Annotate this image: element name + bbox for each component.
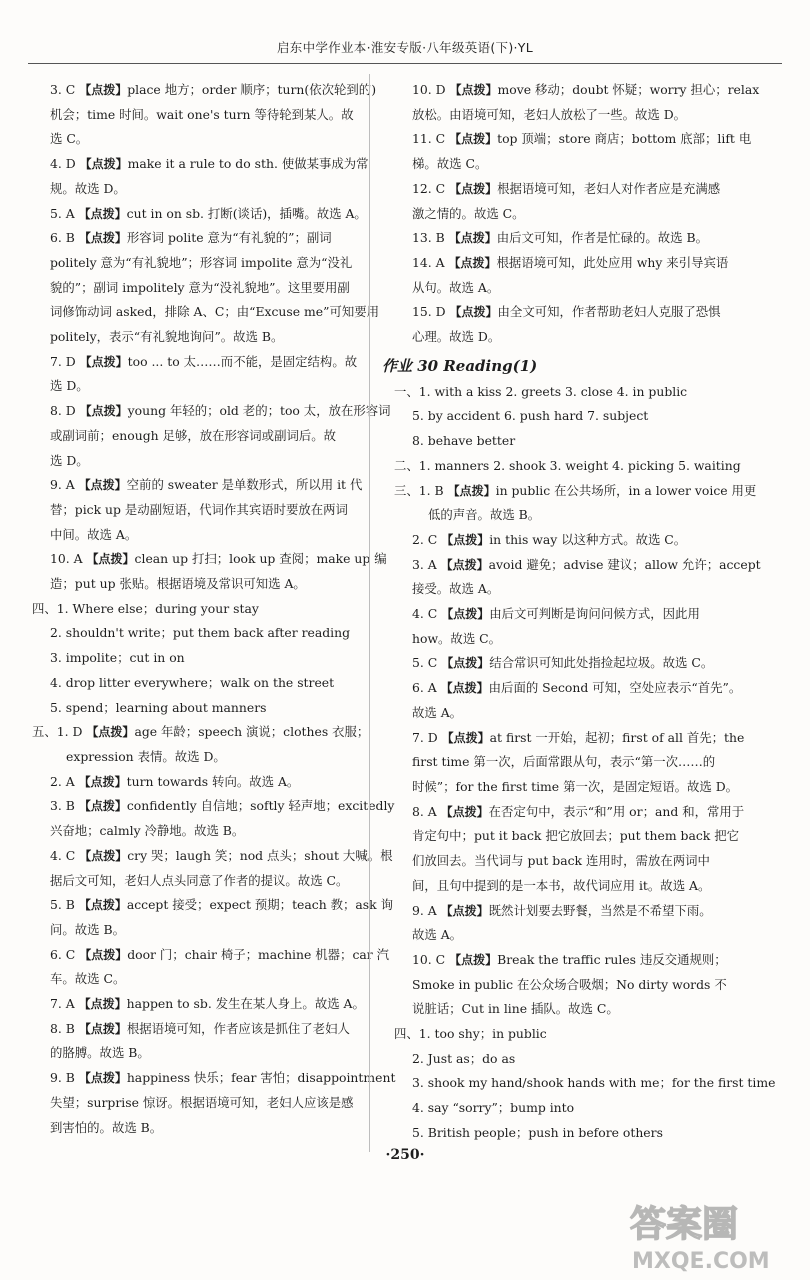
answer-line: 5. by accident 6. push hard 7. subject <box>412 408 649 424</box>
answer-line: 10. D 【点拨】move 移动；doubt 怀疑；worry 担心；relax <box>412 82 760 97</box>
answer-item <box>394 1096 722 1121</box>
answer-line: 11. C 【点拨】top 顶端；store 商店；bottom 底部；lift 电 <box>412 131 752 147</box>
right-column <box>382 78 776 1146</box>
answer-item <box>394 300 722 349</box>
answer-line: expression 表情。故选 D。 <box>66 748 226 764</box>
answer-line: politely，表示“有礼貌地询问”。故选 B。 <box>50 329 284 345</box>
answer-line: 或副词前；enough 足够，放在形容词或副词后。故 <box>50 427 337 443</box>
answer-item <box>32 473 363 547</box>
hint-tag: 【点拨】 <box>448 255 497 270</box>
answer-item <box>394 1047 722 1072</box>
answer-item <box>394 251 729 300</box>
hint-tag: 【点拨】 <box>79 848 128 863</box>
answer-item <box>32 78 377 152</box>
answer-line: 据后文可知，老妇人点头同意了作者的提议。故选 C。 <box>50 872 349 888</box>
answer-line: 四、1. too shy；in public <box>394 1026 547 1042</box>
hint-tag: 【点拨】 <box>449 83 498 97</box>
answer-line: politely 意为“有礼貌地”；形容词 impolite 意为“没礼 <box>50 254 353 270</box>
answer-line: 接受。故选 A。 <box>412 581 500 597</box>
answer-item <box>394 726 745 800</box>
answer-line: 造；put up 张贴。根据语境及常识可知选 A。 <box>50 576 306 592</box>
header-rule <box>28 63 782 64</box>
answer-line: 选 D。 <box>50 378 89 394</box>
answer-item <box>32 720 370 769</box>
answer-line: 2. C 【点拨】in this way 以这种方式。故选 C。 <box>412 531 687 547</box>
answer-line: 7. D 【点拨】too ... to 太……而不能，是固定结构。故 <box>50 353 358 369</box>
answer-line: 问。故选 B。 <box>50 921 125 937</box>
answer-item <box>32 1066 396 1140</box>
left-column <box>32 78 396 1140</box>
answer-line: 心理。故选 D。 <box>412 329 501 345</box>
answer-item <box>394 226 722 251</box>
answer-line: 7. D 【点拨】at first 一开始，起初；first of all 首先；the <box>412 729 745 745</box>
answer-item <box>394 800 745 899</box>
answer-item <box>32 671 352 696</box>
answer-item <box>32 399 391 473</box>
answer-line: Smoke in public 在公众场合吸烟；No dirty words 不 <box>412 976 727 992</box>
answer-line: 4. C 【点拨】由后文可判断是询问问候方式，因此用 <box>412 606 700 622</box>
answer-line: 3. shook my hand/shook hands with me；for the first time <box>412 1075 776 1091</box>
answer-line: 三、1. B 【点拨】in public 在公共场所，in a lower voice 用更 <box>394 482 757 498</box>
hint-tag: 【点拨】 <box>78 478 127 493</box>
right-answers-top <box>394 78 760 350</box>
hint-tag: 【点拨】 <box>441 730 490 745</box>
watermark-text-top: 答案圈 <box>630 1204 739 1245</box>
answer-line: 激之情的。故选 C。 <box>412 205 525 221</box>
answer-line: 3. C 【点拨】place 地方；order 顺序；turn(依次轮到的) <box>50 82 377 97</box>
hint-tag: 【点拨】 <box>447 483 496 498</box>
answer-line: 12. C 【点拨】根据语境可知，老妇人对作者应是充满感 <box>412 180 721 196</box>
answer-line: 8. B 【点拨】根据语境可知，作者应该是抓住了老妇人 <box>50 1020 350 1036</box>
answer-line: 6. C 【点拨】door 门；chair 椅子；machine 机器；car 汽 <box>50 946 390 962</box>
answer-line: 15. D 【点拨】由全文可知，作者帮助老妇人克服了恐惧 <box>412 304 721 320</box>
answer-item <box>394 1121 722 1146</box>
answer-item <box>32 350 358 399</box>
answer-line: 兴奋地；calmly 冷静地。故选 B。 <box>50 823 245 839</box>
answer-line: 13. B 【点拨】由后文可知，作者是忙碌的。故选 B。 <box>412 230 709 246</box>
answer-line: 7. A 【点拨】happen to sb. 发生在某人身上。故选 A。 <box>50 996 365 1012</box>
answer-line: first time 第一次，后面常跟从句，表示“第一次……的 <box>412 754 716 770</box>
answer-line: 6. A 【点拨】由后面的 Second 可知，空处应表示“首先”。 <box>412 680 742 696</box>
answer-line: 失望；surprise 惊讶。根据语境可知，老妇人应该是感 <box>50 1094 354 1110</box>
answer-item <box>394 479 757 528</box>
answer-item <box>32 621 352 646</box>
answer-item <box>394 899 722 948</box>
hint-tag: 【点拨】 <box>79 404 128 419</box>
answer-item <box>394 1022 722 1047</box>
answer-line: 4. say “sorry”；bump into <box>412 1100 575 1116</box>
answer-item <box>32 696 352 721</box>
answer-line: 时候”；for the first time 第一次，是固定短语。故选 D。 <box>412 778 739 794</box>
answer-line: 替；pick up 是动副短语，代词作其宾语时要放在两词 <box>50 501 348 517</box>
answer-item <box>394 429 722 454</box>
hint-tag: 【点拨】 <box>79 354 128 369</box>
answer-item <box>32 844 393 893</box>
answer-line: 9. B 【点拨】happiness 快乐；fear 害怕；disappointment <box>50 1070 396 1086</box>
answer-item <box>394 651 722 676</box>
answer-line: 机会；time 时间。wait one's turn 等待轮到某人。故 <box>50 106 354 122</box>
answer-item <box>394 602 722 651</box>
answer-line: 10. A 【点拨】clean up 打扫；look up 查阅；make up 编 <box>50 551 387 567</box>
hint-tag: 【点拨】 <box>78 231 127 246</box>
hint-tag: 【点拨】 <box>86 725 135 740</box>
answer-line: 5. A 【点拨】cut in on sb. 打断(谈话)，插嘴。故选 A。 <box>50 205 367 221</box>
answer-item <box>32 547 387 596</box>
answer-line: 梯。故选 C。 <box>412 156 488 172</box>
answer-item <box>32 152 369 201</box>
hint-tag: 【点拨】 <box>78 898 127 913</box>
answer-line: 五、1. D 【点拨】age 年龄；speech 演说；clothes 衣服； <box>32 724 370 740</box>
answer-line: 到害怕的。故选 B。 <box>50 1119 163 1135</box>
running-header: 启东中学作业本·淮安专版·八年级英语(下)·YL <box>277 40 533 55</box>
answer-line: 低的声音。故选 B。 <box>428 507 541 523</box>
answer-line: 故选 A。 <box>412 704 463 720</box>
answer-line: 9. A 【点拨】既然计划要去野餐，当然是不希望下雨。 <box>412 902 712 918</box>
watermark-logo <box>624 1196 794 1272</box>
answer-item <box>32 770 352 795</box>
answer-line: 8. behave better <box>412 433 516 449</box>
answer-line: 8. D 【点拨】young 年轻的；old 老的；too 太，放在形容词 <box>50 403 391 419</box>
page-number: ·250· <box>385 1147 425 1163</box>
answer-line: 4. D 【点拨】make it a rule to do sth. 使做某事成为常 <box>50 156 369 172</box>
answer-line: 二、1. manners 2. shook 3. weight 4. picking 5. waiting <box>394 457 741 473</box>
hint-tag: 【点拨】 <box>449 952 498 967</box>
answer-line: 选 C。 <box>50 131 89 147</box>
answer-line: 间，且句中提到的是一本书，故代词应用 it。故选 A。 <box>412 877 711 893</box>
answer-item <box>32 992 365 1017</box>
answer-line: 5. C 【点拨】结合常识可知此处指捡起垃圾。故选 C。 <box>412 655 714 671</box>
answer-item <box>394 127 752 176</box>
answer-item <box>32 1017 352 1066</box>
answer-item <box>394 380 722 405</box>
hint-tag: 【点拨】 <box>440 903 489 918</box>
answer-item <box>32 226 380 350</box>
hint-tag: 【点拨】 <box>449 181 498 196</box>
hint-tag: 【点拨】 <box>79 157 128 172</box>
hint-tag: 【点拨】 <box>78 206 127 221</box>
hint-tag: 【点拨】 <box>440 557 489 572</box>
answer-item <box>394 1071 776 1096</box>
answer-line: 3. impolite；cut in on <box>50 650 185 666</box>
answer-item <box>394 948 727 1022</box>
answer-item <box>394 404 722 429</box>
answer-line: 肯定句中；put it back 把它放回去；put them back 把它 <box>412 828 740 844</box>
answer-line: 8. A 【点拨】在否定句中，表示“和”用 or；and 和，常用于 <box>412 803 745 819</box>
answer-item <box>394 676 742 725</box>
answer-line: 2. Just as；do as <box>412 1050 516 1066</box>
answer-line: 一、1. with a kiss 2. greets 3. close 4. in public <box>394 383 688 399</box>
hint-tag: 【点拨】 <box>441 656 490 671</box>
hint-tag: 【点拨】 <box>78 997 127 1012</box>
hint-tag: 【点拨】 <box>86 552 135 567</box>
answer-line: 们放回去。当代词与 put back 连用时，需放在两词中 <box>412 853 710 869</box>
answer-line: 4. drop litter everywhere；walk on the street <box>50 674 335 690</box>
answer-item <box>32 943 390 992</box>
column-divider <box>369 74 370 1152</box>
answer-line: 5. spend；learning about manners <box>50 699 267 715</box>
answer-line: 貌的”；副词 impolitely 意为“没礼貌地”。这里要用副 <box>50 279 350 295</box>
answer-line: 5. British people；push in before others <box>412 1124 663 1140</box>
answer-line: 6. B 【点拨】形容词 polite 意为“有礼貌的”；副词 <box>50 230 332 246</box>
answer-line: 3. B 【点拨】confidently 自信地；softly 轻声地；excitedly <box>50 798 395 814</box>
answer-line: 4. C 【点拨】cry 哭；laugh 笑；nod 点头；shout 大喊。根 <box>50 847 393 863</box>
hint-tag: 【点拨】 <box>441 532 490 547</box>
answer-item <box>394 454 741 479</box>
hint-tag: 【点拨】 <box>449 132 498 147</box>
hint-tag: 【点拨】 <box>78 1021 127 1036</box>
right-answers-bottom <box>394 380 776 1146</box>
answer-line: 四、1. Where else；during your stay <box>32 600 259 616</box>
answer-line: 14. A 【点拨】根据语境可知，此处应用 why 来引导宾语 <box>412 254 729 270</box>
answer-line: 2. A 【点拨】turn towards 转向。故选 A。 <box>50 773 300 789</box>
answer-line: 9. A 【点拨】空前的 sweater 是单数形式，所以用 it 代 <box>50 477 363 493</box>
answer-line: how。故选 C。 <box>412 630 502 646</box>
answer-line: 放松。由语境可知，老妇人放松了一些。故选 D。 <box>412 106 687 122</box>
answer-line: 的胳膊。故选 B。 <box>50 1045 150 1061</box>
answer-item <box>32 893 393 942</box>
answer-item <box>32 794 395 843</box>
answer-line: 10. C 【点拨】Break the traffic rules 违反交通规则； <box>412 951 727 967</box>
answer-item <box>394 78 760 127</box>
hint-tag: 【点拨】 <box>449 305 498 320</box>
answer-line: 规。故选 D。 <box>50 180 126 196</box>
answer-line: 3. A 【点拨】avoid 避免；advise 建议；allow 允许；accept <box>412 556 761 572</box>
hint-tag: 【点拨】 <box>440 681 489 696</box>
hint-tag: 【点拨】 <box>78 1071 127 1086</box>
answer-line: 5. B 【点拨】accept 接受；expect 预期；teach 教；ask 询 <box>50 897 393 913</box>
hint-tag: 【点拨】 <box>448 231 497 246</box>
hint-tag: 【点拨】 <box>79 83 128 97</box>
watermark-text-bottom: MXQE.COM <box>632 1249 770 1274</box>
answer-line: 2. shouldn't write；put them back after reading <box>50 625 351 641</box>
answer-item <box>394 528 722 553</box>
hint-tag: 【点拨】 <box>78 774 127 789</box>
hint-tag: 【点拨】 <box>78 799 127 814</box>
answer-line: 中间。故选 A。 <box>50 526 138 542</box>
answer-item <box>32 597 352 622</box>
answer-line: 车。故选 C。 <box>50 971 126 987</box>
hint-tag: 【点拨】 <box>440 804 489 819</box>
answer-line: 词修饰动词 asked，排除 A、C；由“Excuse me”可知要用 <box>50 304 380 320</box>
answer-item <box>32 646 352 671</box>
answer-line: 故选 A。 <box>412 927 463 943</box>
answer-item <box>394 177 722 226</box>
answer-item <box>32 202 367 227</box>
answer-line: 选 D。 <box>50 452 89 468</box>
hint-tag: 【点拨】 <box>79 947 128 962</box>
hint-tag: 【点拨】 <box>441 607 490 622</box>
section-title: 作业 30 Reading(1) <box>382 356 538 375</box>
answer-line: 从句。故选 A。 <box>412 279 500 295</box>
answer-line: 说脏话；Cut in line 插队。故选 C。 <box>412 1001 619 1017</box>
answer-item <box>394 553 761 602</box>
